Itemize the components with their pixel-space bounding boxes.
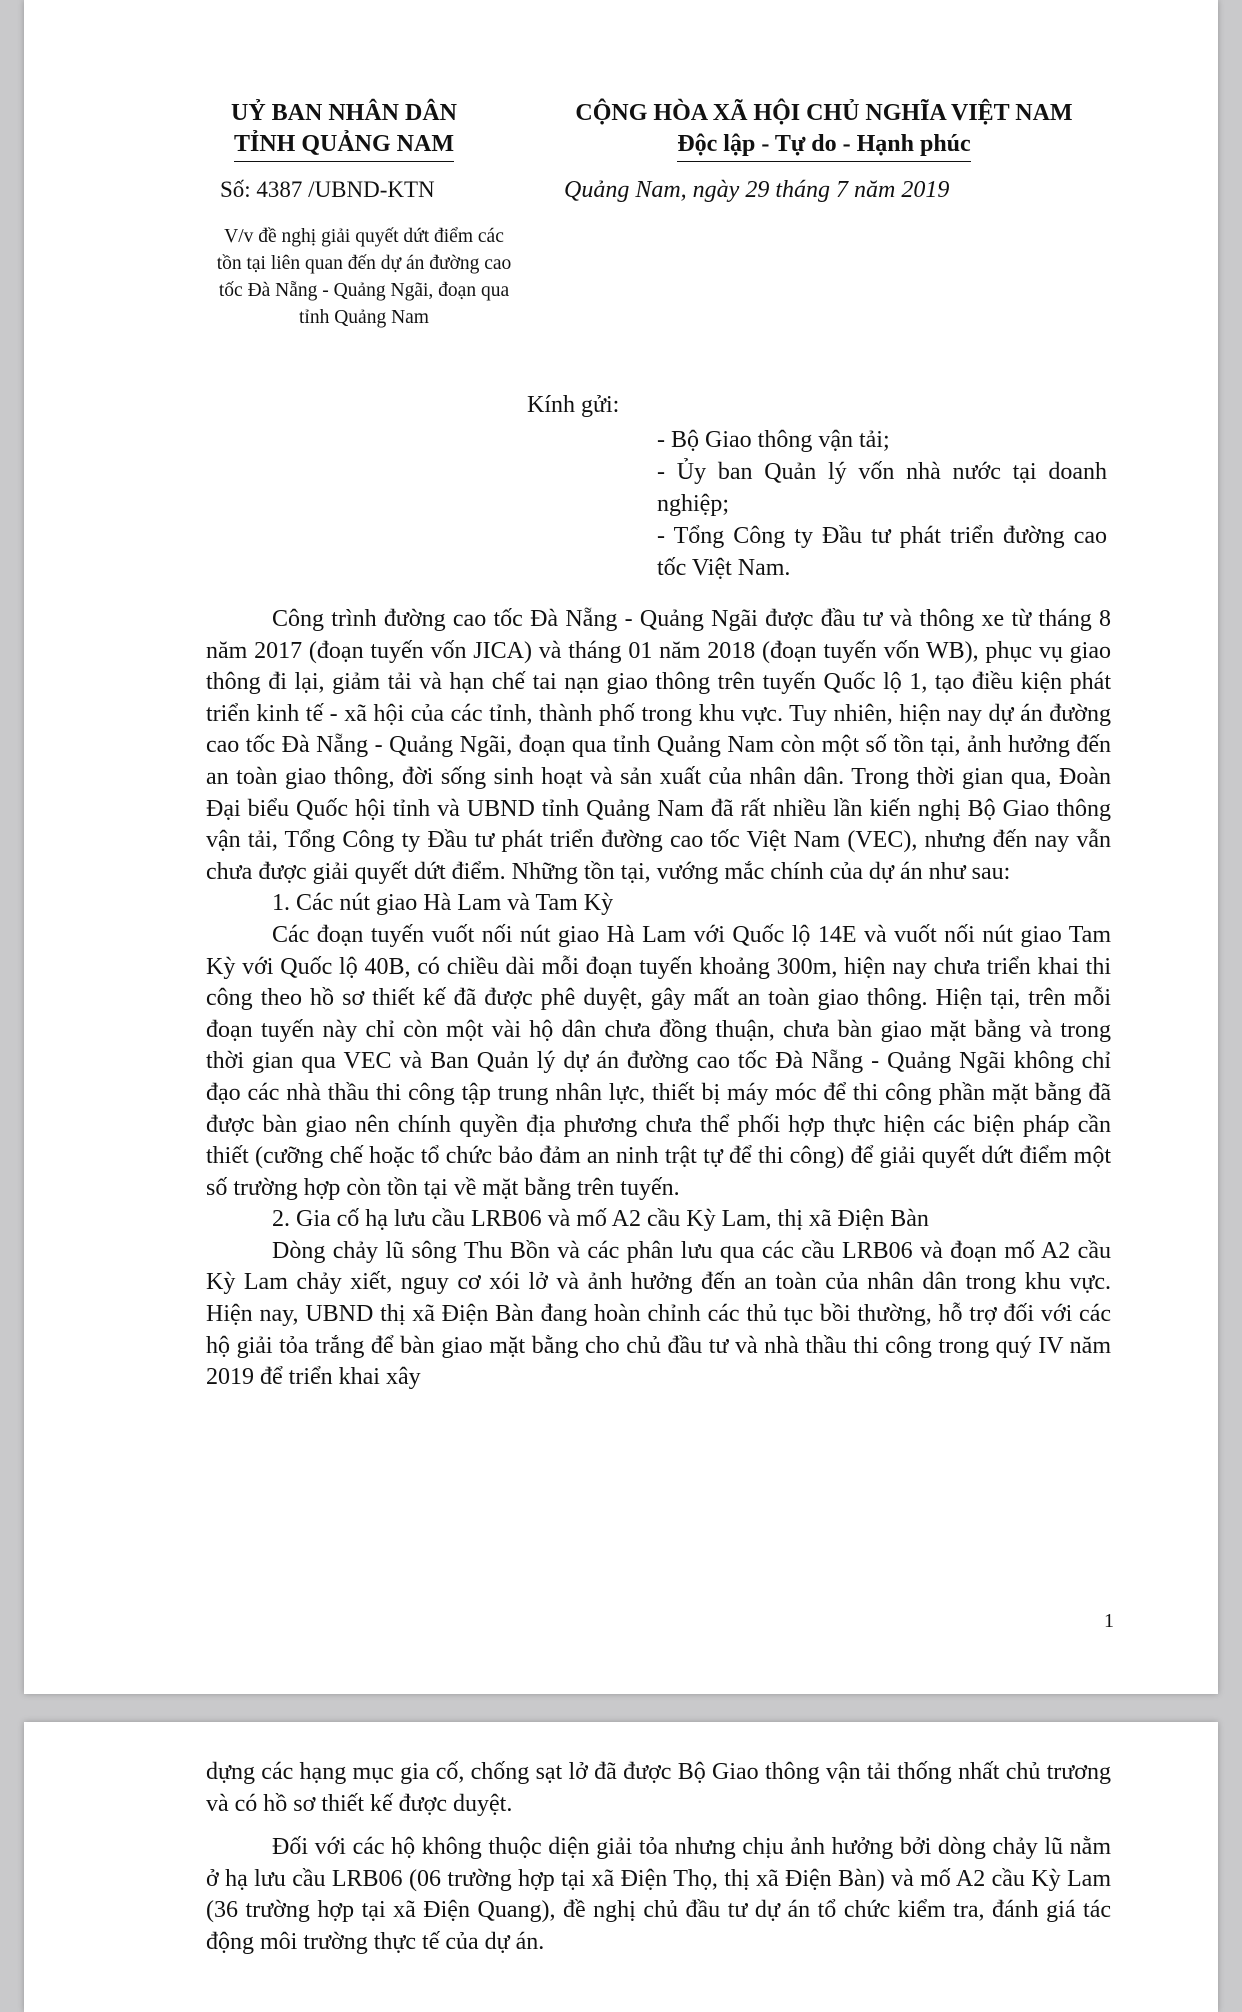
affected-households-paragraph: Đối với các hộ không thuộc diện giải tỏa nhưng chịu ảnh hưởng bởi dòng chảy lũ nằm ở hạ lưu cầu LRB06 (06 trường hợp tại xã Điện Thọ, thị xã Điện Bàn) và mố A2 cầu Kỳ Lam (36 trường hợp tại xã Điện Quang), đề nghị chủ đầu tư dự án tổ chức kiểm tra, đánh giá tác động môi trường thực tế của dự án.: [206, 1834, 1111, 1955]
document-subject: V/v đề nghị giải quyết dứt điểm các tồn tại liên quan đến dự án đường cao tốc Đà Nẵng - Quảng Ngãi, đoạn qua tỉnh Quảng Nam: [216, 226, 512, 328]
national-motto: [524, 98, 1124, 162]
issuing-authority: [194, 98, 494, 162]
recipients-label: Kính gửi:: [527, 392, 620, 418]
authority-line-1: UỶ BAN NHÂN DÂN: [231, 100, 457, 126]
section-2-heading: 2. Gia cố hạ lưu cầu LRB06 và mố A2 cầu Kỳ Lam, thị xã Điện Bàn: [272, 1206, 929, 1233]
document-number: Số: 4387 /UBND-KTN: [220, 177, 435, 202]
authority-line-2: TỈNH QUẢNG NAM: [234, 129, 454, 162]
intro-paragraph: Công trình đường cao tốc Đà Nẵng - Quảng Ngãi được đầu tư và thông xe từ tháng 8 năm 2017 (đoạn tuyến vốn JICA) và tháng 01 năm 2018 (đoạn tuyến vốn WB), phục vụ giao thông đi lại, giảm tải và hạn chế tai nạn giao thông trên tuyến Quốc lộ 1, tạo điều kiện phát triển kinh tế - xã hội của các tỉnh, thành phố trong khu vực. Tuy nhiên, hiện nay dự án đường cao tốc Đà Nẵng - Quảng Ngãi, đoạn qua tỉnh Quảng Nam còn một số tồn tại, ảnh hưởng đến an toàn giao thông, đời sống sinh hoạt và sản xuất của nhân dân. Trong thời gian qua, Đoàn Đại biểu Quốc hội tỉnh và UBND tỉnh Quảng Nam đã rất nhiều lần kiến nghị Bộ Giao thông vận tải, Tổng Công ty Đầu tư phát triển đường cao tốc Việt Nam (VEC), nhưng đến nay vẫn chưa được giải quyết dứt điểm. Những tồn tại, vướng mắc chính của dự án như sau:: [206, 606, 1111, 885]
document-page-1: [24, 0, 1218, 1694]
recipient-item: - Bộ Giao thông vận tải;: [657, 427, 890, 453]
nation-title: CỘNG HÒA XÃ HỘI CHỦ NGHĨA VIỆT NAM: [575, 100, 1073, 126]
document-body-continued: [206, 1757, 1111, 1959]
continued-paragraph: dựng các hạng mục gia cố, chống sạt lở đã được Bộ Giao thông vận tải thống nhất chủ trương và có hồ sơ thiết kế được duyệt.: [206, 1759, 1111, 1817]
section-1-heading: 1. Các nút giao Hà Lam và Tam Kỳ: [272, 890, 614, 917]
recipient-item: - Ủy ban Quản lý vốn nhà nước tại doanh nghiệp;: [657, 459, 1107, 517]
document-page-2: [24, 1722, 1218, 2012]
document-body: [206, 604, 1111, 1394]
document-date: Quảng Nam, ngày 29 tháng 7 năm 2019: [564, 177, 950, 203]
page-number: 1: [1104, 1610, 1114, 1632]
recipient-item: - Tổng Công ty Đầu tư phát triển đường cao tốc Việt Nam.: [657, 523, 1107, 581]
section-1-paragraph: Các đoạn tuyến vuốt nối nút giao Hà Lam với Quốc lộ 14E và vuốt nối nút giao Tam Kỳ với Quốc lộ 40B, có chiều dài mỗi đoạn tuyến khoảng 300m, hiện nay chưa triển khai thi công theo hồ sơ thiết kế đã được phê duyệt, gây mất an toàn giao thông. Hiện tại, trên mỗi đoạn tuyến này chỉ còn một vài hộ dân chưa đồng thuận, chưa bàn giao mặt bằng và trong thời gian qua VEC và Ban Quản lý dự án đường cao tốc Đà Nẵng - Quảng Ngãi không chỉ đạo các nhà thầu thi công tập trung nhân lực, thiết bị máy móc để thi công phần mặt bằng đã được bàn giao nên chính quyền địa phương chưa thể phối hợp thực hiện các biện pháp cần thiết (cưỡng chế hoặc tổ chức bảo đảm an ninh trật tự để thi công) để giải quyết dứt điểm một số trường hợp còn tồn tại về mặt bằng trên tuyến.: [206, 921, 1111, 1201]
nation-motto: Độc lập - Tự do - Hạnh phúc: [677, 129, 970, 162]
section-2-paragraph: Dòng chảy lũ sông Thu Bồn và các phân lưu qua các cầu LRB06 và đoạn mố A2 cầu Kỳ Lam chảy xiết, nguy cơ xói lở và ảnh hưởng đến an toàn của nhân dân trong khu vực. Hiện nay, UBND thị xã Điện Bàn đang hoàn chỉnh các thủ tục bồi thường, hỗ trợ đối với các hộ giải tỏa trắng để bàn giao mặt bằng cho chủ đầu tư và nhà thầu thi công trong quý IV năm 2019 để triển khai xây: [206, 1237, 1111, 1391]
recipients-list: [657, 424, 1107, 584]
